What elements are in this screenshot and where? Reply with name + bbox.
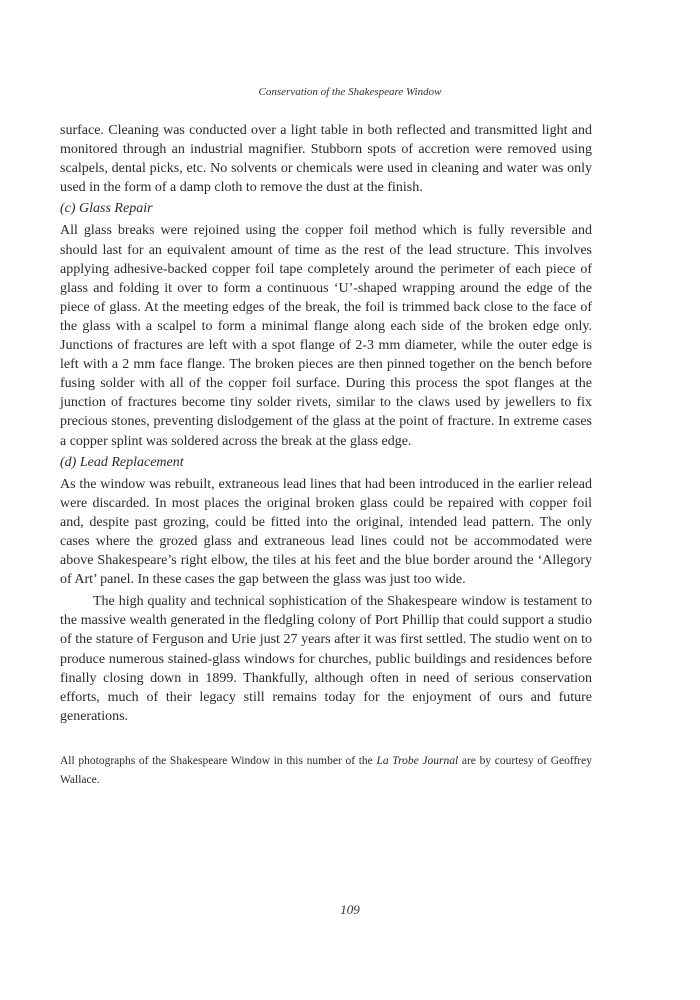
paragraph-cleaning: surface. Cleaning was conducted over a light table in both reflected and transmitted light and monitored through an industrial magnifier. Stubborn spots of accretion were removed using scalpels, dental picks, etc. No solvents or chemicals were used in cleaning and water was only used in the form of a damp cloth to remove the dust at the finish. — [60, 123, 592, 196]
photo-credit-text-after: are by courtesy of Geoffrey Wallace. — [60, 755, 592, 786]
paragraph-lead-replacement: As the window was rebuilt, extraneous lead lines that had been introduced in the earlier relead were discarded. In most places the original broken glass could be repaired with copper foil and, despite past grozing, could be fitted into the original, intended lead pattern. The only cases where the grozed glass and extraneous lead lines could not be accommodated were above Shakespeare’s right elbow, the tiles at his feet and the blue border around the ‘Allegory of Art’ panel. In these cases the gap between the glass was just too wide. — [60, 476, 592, 588]
section-heading-lead-replacement: (d) Lead Replacement — [60, 454, 184, 470]
article-body — [60, 121, 592, 726]
running-header: Conservation of the Shakespeare Window — [258, 86, 442, 98]
paragraph-conclusion: The high quality and technical sophistication of the Shakespeare window is testament to the massive wealth generated in the fledgling colony of Port Phillip that could support a studio of the stature of Ferguson and Urie just 27 years after it was first settled. The studio went on to produce numerous stained-glass windows for churches, public buildings and residences before finally closing down in 1899. Thankfully, although often in need of serious conservation efforts, much of their legacy still remains today for the enjoyment of ours and future generations. — [60, 594, 592, 724]
journal-title: La Trobe Journal — [376, 755, 459, 767]
photo-credit-text-before: All photographs of the Shakespeare Window in this number of the — [60, 755, 377, 767]
page-number: 109 — [340, 902, 360, 917]
paragraph-glass-repair: All glass breaks were rejoined using the copper foil method which is fully reversible and should last for an equivalent amount of time as the rest of the lead structure. This involves applying adhesive-backed copper foil tape completely around the perimeter of each piece of glass and folding it over to form a continuous ‘U’-shaped wrapping around the edge of the piece of glass. At the meeting edges of the break, the foil is trimmed back close to the face of the glass with a scalpel to form a minimal flange along each side of the broken edge only. Junctions of fractures are left with a spot flange of 2-3 mm diameter, while the outer edge is left with a 2 mm face flange. The broken pieces are then pinned together on the bench before fusing solder with all of the copper foil surface. During this process the spot flanges at the junction of fractures become tiny solder rivets, similar to the claws used by jewellers to fix precious stones, preventing dislodgement of the glass at the point of fracture. In extreme cases a copper splint was soldered across the break at the glass edge. — [60, 223, 592, 449]
photo-credit-note — [60, 752, 592, 790]
section-heading-glass-repair: (c) Glass Repair — [60, 201, 153, 217]
